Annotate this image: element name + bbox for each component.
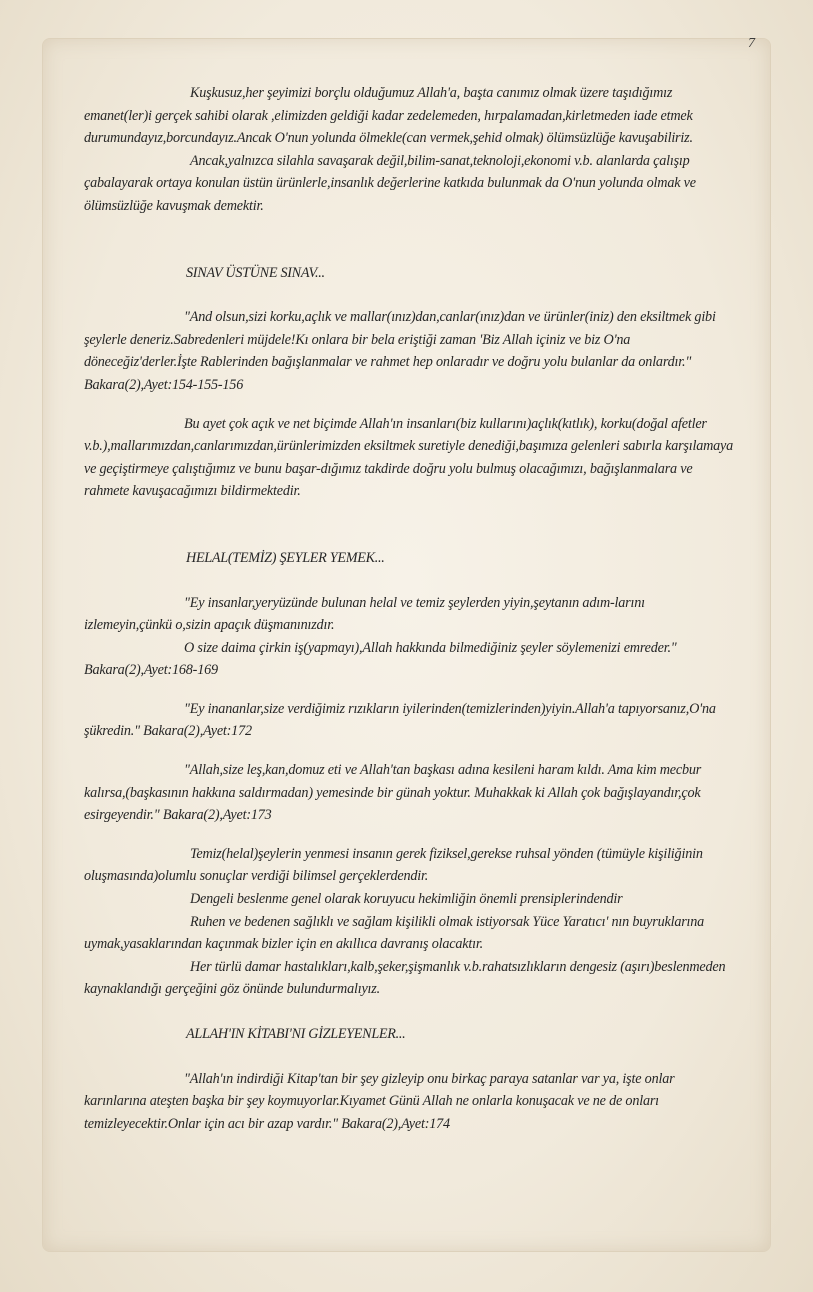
section-heading-helal: HELAL(TEMİZ) ŞEYLER YEMEK... — [186, 549, 385, 566]
commentary-sinav: Bu ayet çok açık ve net biçimde Allah'ın insanları(biz kullarını)açlık(kıtlık), korku(doğal afetler v.b.),mallarımızdan,canlarımızdan,ürünlerimizden eksiltmek suretiyle denediği,başımıza gelenleri sabırla karşılamaya ve geçiştirmeye çalıştığımız ve bunu başar-dığımız takdirde doğru yolu bulmuş olacağımızı, bağışlanmalara ve rahmete kavuşacağımızı bildirmektedir. — [84, 415, 734, 500]
note-helal-1: Temiz(helal)şeylerin yenmesi insanın gerek fiziksel,gerekse ruhsal yönden (tümüyle kişiliğinin oluşmasında)olumlu sonuçlar verdiği bilimsel gerçeklerdendir. — [84, 845, 703, 885]
quote-bakara-174: "Allah'ın indirdiği Kitap'tan bir şey gizleyip onu birkaç paraya satanlar var ya, işte onlar karınlarına ateşten başka bir şey koymuyorlar.Kıyamet Günü Allah ne onlarla konuşacak ve ne de onları temizleyecektir.Onlar için acı bir azap vardır." Bakara(2),Ayet:174 — [84, 1070, 675, 1132]
note-helal-4: Her türlü damar hastalıkları,kalb,şeker,şişmanlık v.b.rahatsızlıkların dengesiz (aşırı)beslenmeden kaynaklandığı gerçeğini göz önünde bulundurmalıyız. — [84, 958, 726, 998]
section-heading-sinav: SINAV ÜSTÜNE SINAV... — [186, 264, 325, 281]
note-helal-3: Ruhen ve bedenen sağlıklı ve sağlam kişilikli olmak istiyorsak Yüce Yaratıcı' nın buyruklarına uymak,yasaklarından kaçınmak bizler için en akıllıca davranış olacaktır. — [84, 913, 705, 953]
intro-paragraph-2: Ancak,yalnızca silahla savaşarak değil,bilim-sanat,teknoloji,ekonomi v.b. alanlarda çalışıp çabalayarak ortaya konulan üstün ürünlerle,insanlık değerlerine katkıda bulunmak da O'nun yolunda olmak ve ölümsüzlüğe kavuşmak demektir. — [84, 152, 696, 214]
page-number: 7 — [748, 36, 755, 51]
quote-bakara-172: "Ey inananlar,size verdiğimiz rızıkların iyilerinden(temizlerinden)yiyin.Allah'a tapıyorsanız,O'na şükredin." Bakara(2),Ayet:172 — [84, 700, 716, 740]
quote-bakara-154-156: "And olsun,sizi korku,açlık ve mallar(ınız)dan,canlar(ınız)dan ve ürünler(iniz) den eksiltmek gibi şeylerle deneriz.Sabredenleri müjdele!Kı onlara bir bela eriştiği zaman 'Biz Allah içiniz ve biz O'na döneceğiz'derler.İşte Rablerinden bağışlanmalar ve rahmet hep onlaradır ve doğru yolu bulanlar da onlardır." Bakara(2),Ayet:154-155-156 — [84, 309, 716, 393]
intro-paragraph-1: Kuşkusuz,her şeyimizi borçlu olduğumuz Allah'a, başta canımız olmak üzere taşıdığımız emanet(ler)i gerçek sahibi olarak ,elimizden geldiği kadar zedelemeden, hırpalamadan,kirletmeden iade etmek durumundayız,borcundayız.Ancak O'nun yolunda ölmekle(can vermek,şehid olmak) ölümsüzlüğe kavuşabiliriz. — [84, 85, 693, 147]
quote-bakara-169: O size daima çirkin iş(yapmayı),Allah hakkında bilmediğiniz şeyler söylemenizi emreder." Bakara(2),Ayet:168-169 — [84, 639, 677, 679]
section-heading-gizleyenler: ALLAH'IN KİTABI'NI GİZLEYENLER... — [186, 1026, 406, 1042]
page-content — [84, 82, 734, 1135]
quote-bakara-168: "Ey insanlar,yeryüzünde bulunan helal ve temiz şeylerden yiyin,şeytanın adım-larını izlemeyin,çünkü o,sizin apaçık düşmanınızdır. — [84, 594, 645, 634]
note-helal-2: Dengeli beslenme genel olarak koruyucu hekimliğin önemli prensiplerindendir — [190, 891, 623, 908]
quote-bakara-173: "Allah,size leş,kan,domuz eti ve Allah'tan başkası adına kesileni haram kıldı. Ama kim mecbur kalırsa,(başkasının hakkına saldırmadan) yemesinde bir günah yoktur. Muhakkak ki Allah çok bağışlayandır,çok esirgeyendir." Bakara(2),Ayet:173 — [84, 762, 702, 824]
